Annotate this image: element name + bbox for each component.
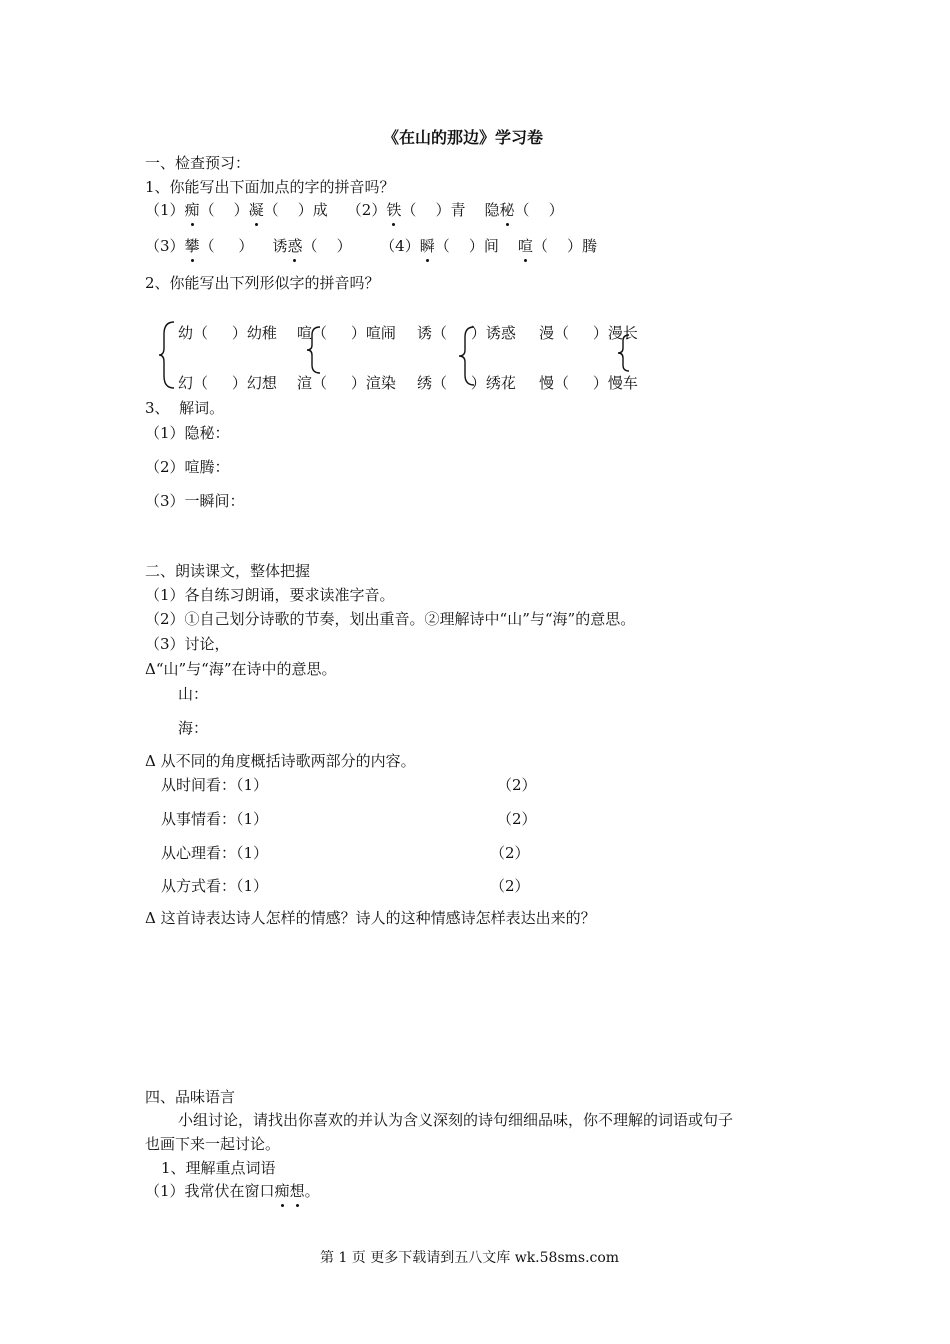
pinyin-row-1: （1）痴（ ）凝（ ）成 （2）铁（ ）青 隐秘（ ）: [145, 201, 564, 219]
brace-icon: [158, 320, 176, 390]
discussion-1: Δ“山”与“海”在诗中的意思。: [145, 660, 337, 678]
word-item-3: （3）一瞬间：: [145, 492, 245, 510]
dotted-char: 惑: [287, 237, 303, 255]
pinyin-row-2: （3）攀（ ） 诱惑（ ） （4）瞬（ ）间 喧（ ）腾: [145, 237, 597, 255]
angle-time: 从时间看：（1）: [161, 776, 269, 794]
question-1-label: 1、你能写出下面加点的字的拼音吗？: [145, 178, 395, 196]
section-4-paragraph-1: 小组讨论，请找出你喜欢的并认为含义深刻的诗句细细品味，你不理解的词语或句子: [178, 1111, 734, 1129]
angle-event-2: （2）: [497, 810, 537, 828]
dotted-char: 攀: [184, 237, 200, 255]
angle-time-2: （2）: [497, 776, 537, 794]
question-2-label: 2、你能写出下列形似字的拼音吗？: [145, 274, 380, 292]
similar-char-bottom-1: 幻（ ）幻想: [178, 374, 277, 392]
sea-label: 海：: [178, 719, 209, 737]
angle-event: 从事情看：（1）: [161, 810, 269, 828]
similar-char-top-1: 幼（ ）幼稚: [178, 324, 277, 342]
dotted-char: 瞬: [419, 237, 435, 255]
section-4-heading: 四、品味语言: [145, 1088, 236, 1106]
discussion-3: Δ 这首诗表达诗人怎样的情感？诗人的这种情感诗怎样表达出来的？: [145, 909, 596, 927]
similar-char-bottom-3: 绣（ ）绣花: [417, 374, 516, 392]
angle-method-2: （2）: [490, 877, 530, 895]
section-2-item-1: （1）各自练习朗诵，要求读准字音。: [145, 586, 395, 604]
question-3-label: 3、 解词。: [145, 399, 225, 417]
dotted-char: 铁: [386, 201, 402, 219]
section-2-item-2: （2）①自己划分诗歌的节奏，划出重音。②理解诗中“山”与“海”的意思。: [145, 610, 636, 628]
similar-char-bottom-2: 渲（ ）渲染: [297, 374, 396, 392]
dotted-char: 痴: [274, 1182, 290, 1200]
similar-char-top-2: 喧（ ）喧闹: [297, 324, 396, 342]
angle-psychology: 从心理看：（1）: [161, 844, 269, 862]
dotted-char: 痴: [184, 201, 200, 219]
page-footer: 第 1 页 更多下载请到五八文库 wk.58sms.com: [320, 1250, 620, 1266]
page-title: 《在山的那边》学习卷: [383, 128, 544, 147]
dotted-char: 秘: [499, 201, 515, 219]
similar-char-top-4: 漫（ ）漫长: [539, 324, 638, 342]
section-4-subheading: 1、理解重点词语: [161, 1159, 276, 1177]
angle-psychology-2: （2）: [490, 844, 530, 862]
similar-char-bottom-4: 慢（ ）慢车: [539, 374, 638, 392]
discussion-2: Δ 从不同的角度概括诗歌两部分的内容。: [145, 752, 416, 770]
similar-char-top-3: 诱（ ）诱惑: [417, 324, 516, 342]
word-item-1: （1）隐秘：: [145, 424, 230, 442]
dotted-char: 想: [289, 1182, 305, 1200]
section-4-paragraph-2: 也画下来一起讨论。: [145, 1135, 281, 1153]
mountain-label: 山：: [178, 685, 209, 703]
section-2-item-3: （3）讨论，: [145, 635, 230, 653]
section-1-heading: 一、检查预习：: [145, 154, 251, 172]
word-item-2: （2）喧腾：: [145, 458, 230, 476]
dotted-char: 凝: [248, 201, 264, 219]
section-2-heading: 二、朗读课文，整体把握: [145, 562, 311, 580]
angle-method: 从方式看：（1）: [161, 877, 269, 895]
section-4-item-1: （1）我常伏在窗口痴想。: [145, 1182, 320, 1200]
dotted-char: 喧: [517, 237, 533, 255]
